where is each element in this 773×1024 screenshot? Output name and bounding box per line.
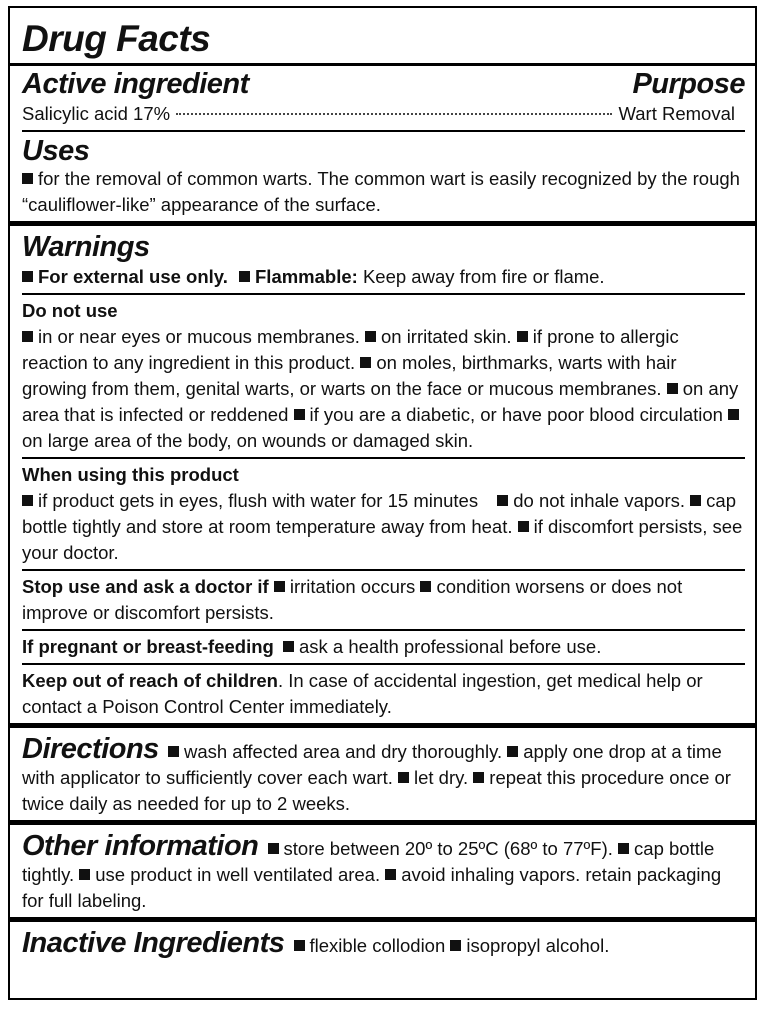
do-not-use-item: if you are a diabetic, or have poor blood circulation — [309, 404, 723, 425]
bullet-icon — [728, 409, 739, 420]
other-information-trailing: retain packaging for full labeling. — [22, 864, 722, 911]
purpose-heading: Purpose — [632, 68, 745, 100]
bullet-icon — [518, 521, 529, 532]
keep-out-section — [22, 665, 745, 723]
directions-item: let dry. — [414, 767, 469, 788]
other-information-section — [22, 825, 745, 917]
bullet-icon — [79, 869, 90, 880]
bullet-icon — [420, 581, 431, 592]
when-using-heading: When using this product — [22, 464, 239, 485]
bullet-icon — [507, 746, 518, 757]
bullet-icon — [274, 581, 285, 592]
bullet-icon — [283, 641, 294, 652]
directions-heading: Directions — [22, 733, 159, 765]
when-using-item: cap bottle tightly and store at room temperature away from heat. — [22, 490, 736, 537]
when-using-item: if discomfort persists, see your doctor. — [22, 516, 743, 563]
bullet-icon — [22, 173, 33, 184]
warnings-heading: Warnings — [22, 231, 150, 263]
uses-text: for the removal of common warts. The common wart is easily recognized by the rough “cauliflower-like” appearance of the surface. — [22, 168, 740, 215]
active-ingredient-name: Salicylic acid 17% — [22, 103, 171, 124]
do-not-use-item: on moles, birthmarks, warts with hair growing from them, genital warts, or warts on the face or mucous membranes. — [22, 352, 677, 399]
when-using-item: if product gets in eyes, flush with water for 15 minutes — [38, 490, 479, 511]
do-not-use-item: in or near eyes or mucous membranes. — [38, 326, 360, 347]
keep-out-heading: Keep out of reach of children — [22, 670, 278, 691]
bullet-icon — [239, 271, 250, 282]
stop-use-item: irritation occurs — [289, 576, 416, 597]
bullet-icon — [22, 495, 33, 506]
uses-section — [22, 132, 745, 221]
active-ingredient-section — [22, 66, 745, 130]
bullet-icon — [667, 383, 678, 394]
directions-item: apply one drop at a time with applicator to sufficiently cover each wart. — [22, 741, 722, 788]
bullet-icon — [268, 843, 279, 854]
other-information-heading: Other information — [22, 830, 259, 862]
pregnant-text: ask a health professional before use. — [298, 636, 602, 657]
leader-dots — [176, 113, 612, 115]
bullet-icon — [385, 869, 396, 880]
pregnant-heading: If pregnant or breast-feeding — [22, 636, 274, 657]
do-not-use-item: on irritated skin. — [380, 326, 512, 347]
inactive-ingredient-item: isopropyl alcohol. — [466, 935, 610, 956]
bullet-icon — [294, 409, 305, 420]
do-not-use-item: if prone to allergic reaction to any ingredient in this product. — [22, 326, 679, 373]
bullet-icon — [294, 940, 305, 951]
flammable-text: Keep away from fire or flame. — [362, 266, 605, 287]
bullet-icon — [365, 331, 376, 342]
inactive-ingredient-item: flexible collodion — [309, 935, 446, 956]
when-using-item: do not inhale vapors. — [513, 490, 686, 511]
other-information-item: use product in well ventilated area. — [95, 864, 381, 885]
do-not-use-item: on large area of the body, on wounds or damaged skin. — [22, 430, 474, 451]
bullet-icon — [450, 940, 461, 951]
keep-out-text: . In case of accidental ingestion, get medical help or contact a Poison Control Center immediately. — [22, 670, 703, 717]
bullet-icon — [360, 357, 371, 368]
other-information-item: cap bottle tightly. — [22, 838, 715, 885]
do-not-use-section — [22, 295, 745, 457]
bullet-icon — [168, 746, 179, 757]
label-title: Drug Facts — [22, 18, 211, 59]
bullet-icon — [517, 331, 528, 342]
other-information-item: avoid inhaling vapors. — [401, 864, 581, 885]
pregnant-section — [22, 631, 745, 663]
bullet-icon — [398, 772, 409, 783]
warnings-section — [22, 226, 745, 293]
active-ingredient-purpose: Wart Removal — [618, 103, 735, 124]
stop-use-section — [22, 571, 745, 629]
directions-item: wash affected area and dry thoroughly. — [183, 741, 503, 762]
flammable-label: Flammable: — [255, 266, 358, 287]
active-ingredient-heading: Active ingredient — [22, 68, 249, 100]
bullet-icon — [497, 495, 508, 506]
bullet-icon — [618, 843, 629, 854]
other-information-item: store between 20º to 25ºC (68º to 77ºF). — [283, 838, 613, 859]
inactive-ingredients-heading: Inactive Ingredients — [22, 927, 285, 959]
when-using-section — [22, 459, 745, 569]
drug-facts-label — [8, 6, 757, 1000]
do-not-use-heading: Do not use — [22, 300, 118, 321]
directions-item: repeat this procedure once or twice daily as needed for up to 2 weeks. — [22, 767, 731, 814]
bullet-icon — [690, 495, 701, 506]
directions-section — [22, 728, 745, 820]
stop-use-item: condition worsens or does not improve or discomfort persists. — [22, 576, 683, 623]
bullet-icon — [22, 271, 33, 282]
bullet-icon — [22, 331, 33, 342]
external-use-warning: For external use only. — [38, 266, 228, 287]
inactive-ingredients-section — [22, 922, 745, 962]
do-not-use-item: on any area that is infected or reddened — [22, 378, 739, 425]
bullet-icon — [473, 772, 484, 783]
uses-heading: Uses — [22, 135, 90, 167]
stop-use-heading: Stop use and ask a doctor if — [22, 576, 269, 597]
